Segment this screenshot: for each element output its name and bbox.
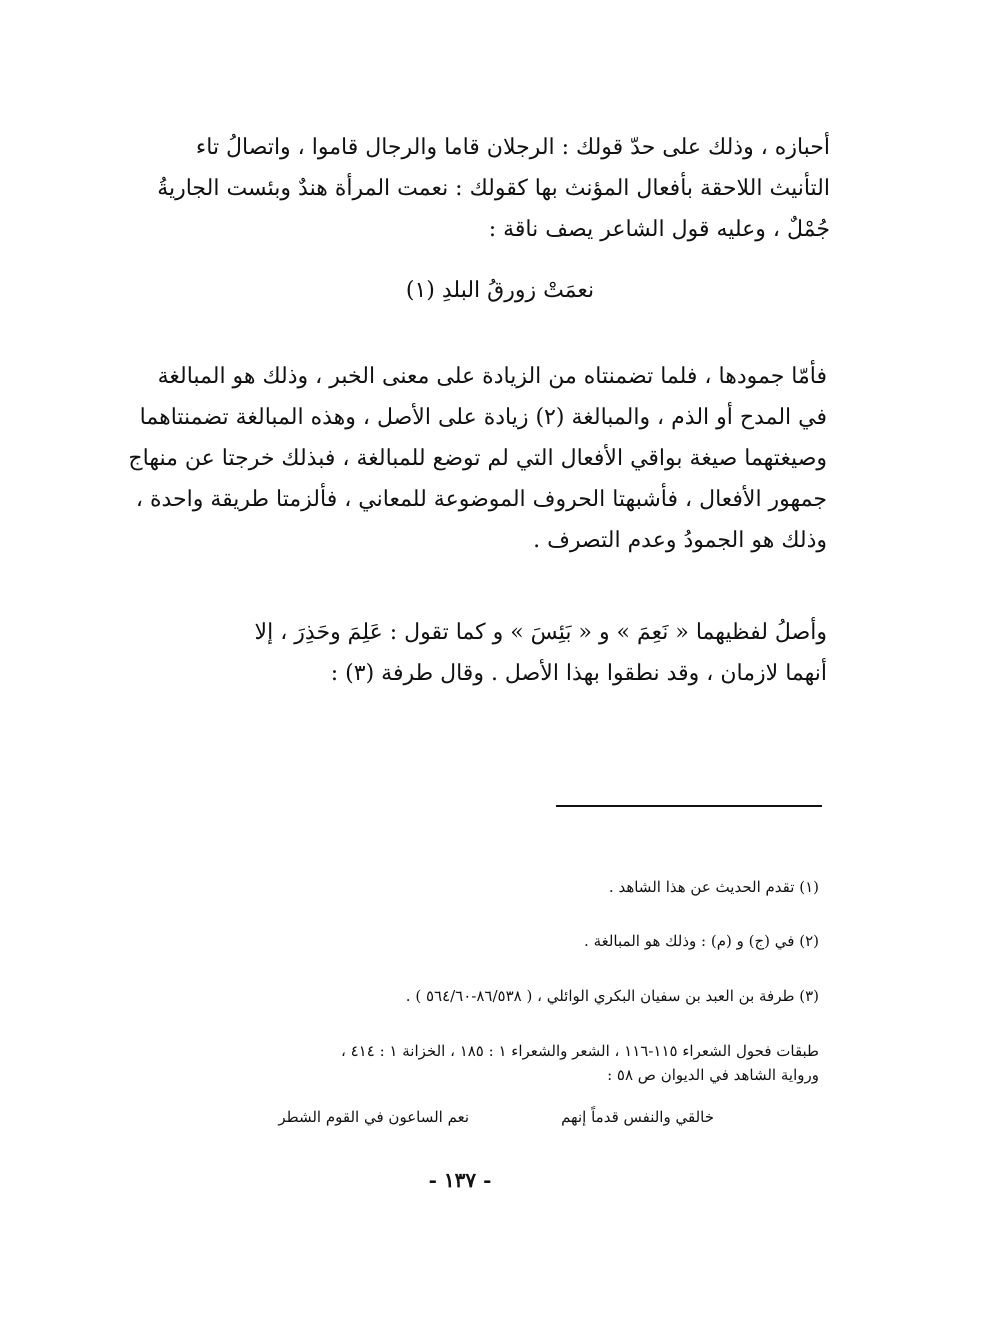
text-line: وصيغتهما صيغة بواقي الأفعال التي لم توضع للمبالغة ، فبذلك خرجتا عن منهاج bbox=[128, 446, 827, 471]
poem-hemistich-left: نعم الساعون في القوم الشطر bbox=[278, 1108, 469, 1126]
text-line: جمهور الأفعال ، فأشبهتا الحروف الموضوعة للمعاني ، فألزمتا طريقة واحدة ، bbox=[135, 487, 827, 512]
text-line: أنهما لازمان ، وقد نطقوا بهذا الأصل . وقال طرفة (٣) : bbox=[330, 661, 827, 686]
paragraph-1 bbox=[140, 127, 830, 250]
footnote-2: (٢) في (ج) و (م) : وذلك هو المبالغة . bbox=[584, 932, 819, 950]
page-number: - ١٣٧ - bbox=[428, 1168, 492, 1192]
text-line: أحبازه ، وذلك على حدّ قولك : الرجلان قاما والرجال قاموا ، واتصالُ تاء bbox=[195, 135, 830, 160]
footnote-1: (١) تقدم الحديث عن هذا الشاهد . bbox=[608, 878, 819, 896]
text-line: جُمْلٌ ، وعليه قول الشاعر يصف ناقة : bbox=[488, 217, 830, 242]
footnote-3-sources: طبقات فحول الشعراء ١١٥-١١٦ ، الشعر والشعراء ١ : ١٨٥ ، الخزانة ١ : ٤١٤ ، bbox=[341, 1042, 819, 1060]
text-line: في المدح أو الذم ، والمبالغة (٢) زيادة على الأصل ، وهذه المبالغة تضمنتاهما bbox=[139, 405, 827, 430]
text-line: التأنيث اللاحقة بأفعال المؤنث بها كقولك : نعمت المرأة هندٌ وبئست الجاريةُ bbox=[157, 176, 830, 201]
paragraph-2 bbox=[128, 356, 827, 561]
text-line: وأصلُ لفظيهما « نَعِمَ » و « بَئِسَ » و كما تقول : عَلِمَ وحَذِرَ ، إلا bbox=[254, 620, 827, 645]
verse-quote: نعمَتْ زورقُ البلدِ (١) bbox=[405, 278, 595, 303]
footnote-separator bbox=[556, 805, 822, 807]
footnote-3-sources-cont: ورواية الشاهد في الديوان ص ٥٨ : bbox=[607, 1066, 819, 1084]
footnote-3: (٣) طرفة بن العبد بن سفيان البكري الوائلي ، ( ٨٦/٥٣٨-٥٦٤/٦٠ ) . bbox=[405, 987, 819, 1005]
text-line: وذلك هو الجمودُ وعدم التصرف . bbox=[533, 528, 827, 553]
paragraph-3 bbox=[137, 612, 827, 694]
text-line: فأمّا جمودها ، فلما تضمنتاه من الزيادة على معنى الخبر ، وذلك هو المبالغة bbox=[157, 364, 827, 389]
poem-hemistich-right: خالقي والنفس قدماً إنهم bbox=[561, 1108, 714, 1126]
